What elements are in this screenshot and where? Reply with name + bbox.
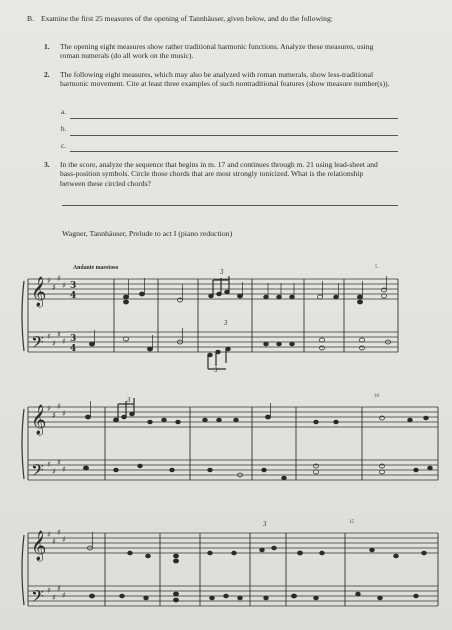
svg-text:♯: ♯ <box>57 330 61 339</box>
item-text-1: The opening eight measures show rather traditional harmonic functions. Analyze these measures, using roman numerals (do all work on the music). <box>60 42 374 61</box>
svg-text:♯: ♯ <box>47 586 51 595</box>
svg-text:♯: ♯ <box>52 283 56 292</box>
svg-text:♯: ♯ <box>57 458 61 467</box>
svg-text:♯: ♯ <box>62 535 66 544</box>
item-number-1: 1. <box>44 42 50 51</box>
blank-label-b: b. <box>61 125 67 133</box>
item-number-2: 2. <box>44 70 50 79</box>
svg-text:𝄢: 𝄢 <box>31 586 44 610</box>
svg-text:♯: ♯ <box>52 411 56 420</box>
measure-number-10: 10 <box>374 394 379 399</box>
svg-text:𝄢: 𝄢 <box>31 460 44 484</box>
blank-label-a: a. <box>61 108 66 116</box>
measure-number-15: 15 <box>349 520 354 525</box>
svg-text:♯: ♯ <box>47 332 51 341</box>
svg-text:3: 3 <box>70 281 77 291</box>
score-system-1 <box>22 279 398 352</box>
svg-text:♯: ♯ <box>62 465 66 474</box>
svg-text:♯: ♯ <box>62 281 66 290</box>
bass-clef: 𝄢 <box>31 332 44 356</box>
svg-text:♯: ♯ <box>57 528 61 537</box>
svg-text:♯: ♯ <box>47 460 51 469</box>
tuplet-mark: 3 <box>263 520 267 528</box>
svg-text:♯: ♯ <box>57 402 61 411</box>
svg-text:3: 3 <box>70 334 77 344</box>
section-label: B. <box>27 14 34 23</box>
svg-text:♯: ♯ <box>57 274 61 283</box>
tuplet-mark: 3 <box>214 366 218 374</box>
svg-text:4: 4 <box>70 344 77 354</box>
svg-text:𝄞: 𝄞 <box>31 531 47 561</box>
measure-number-5: 5 <box>375 265 378 270</box>
blank-label-c: c. <box>61 142 66 150</box>
item-text-2: The following eight measures, which may also be analyzed with roman numerals, show less-traditional harmonic movement. Cite at least three examples of such nontraditional features (show measure number(s)). <box>60 70 390 89</box>
score-system-3 <box>22 533 438 606</box>
svg-text:♯: ♯ <box>52 467 56 476</box>
tuplet-mark: 3 <box>127 396 131 404</box>
svg-text:♯: ♯ <box>62 409 66 418</box>
svg-text:♯: ♯ <box>47 404 51 413</box>
treble-clef: 𝄞 <box>31 277 47 307</box>
item-text-3: In the score, analyze the sequence that begins in m. 17 and continues through m. 21 using lead-sheet and bass-position symbols. Circle those chords that are most strongly tonicized. What is the relationship between these circled chords? <box>60 160 378 188</box>
svg-text:4: 4 <box>70 291 77 301</box>
svg-text:♯: ♯ <box>52 339 56 348</box>
svg-text:♯: ♯ <box>52 537 56 546</box>
svg-text:♯: ♯ <box>52 593 56 602</box>
svg-text:♯: ♯ <box>57 584 61 593</box>
tempo-marking: Andante maestoso <box>73 265 119 271</box>
svg-text:♯: ♯ <box>62 591 66 600</box>
svg-text:♯: ♯ <box>62 337 66 346</box>
score-caption: Wagner, Tannhäuser, Prelude to act I (piano reduction) <box>62 229 233 238</box>
item-number-3: 3. <box>44 160 50 169</box>
svg-text:♯: ♯ <box>47 530 51 539</box>
tuplet-mark: 3 <box>224 319 228 327</box>
svg-text:♯: ♯ <box>47 276 51 285</box>
tuplet-mark: 3 <box>220 268 224 276</box>
svg-text:𝄞: 𝄞 <box>31 405 47 435</box>
intro-text: Examine the first 25 measures of the opening of Tannhäuser, given below, and do the following: <box>41 14 333 23</box>
